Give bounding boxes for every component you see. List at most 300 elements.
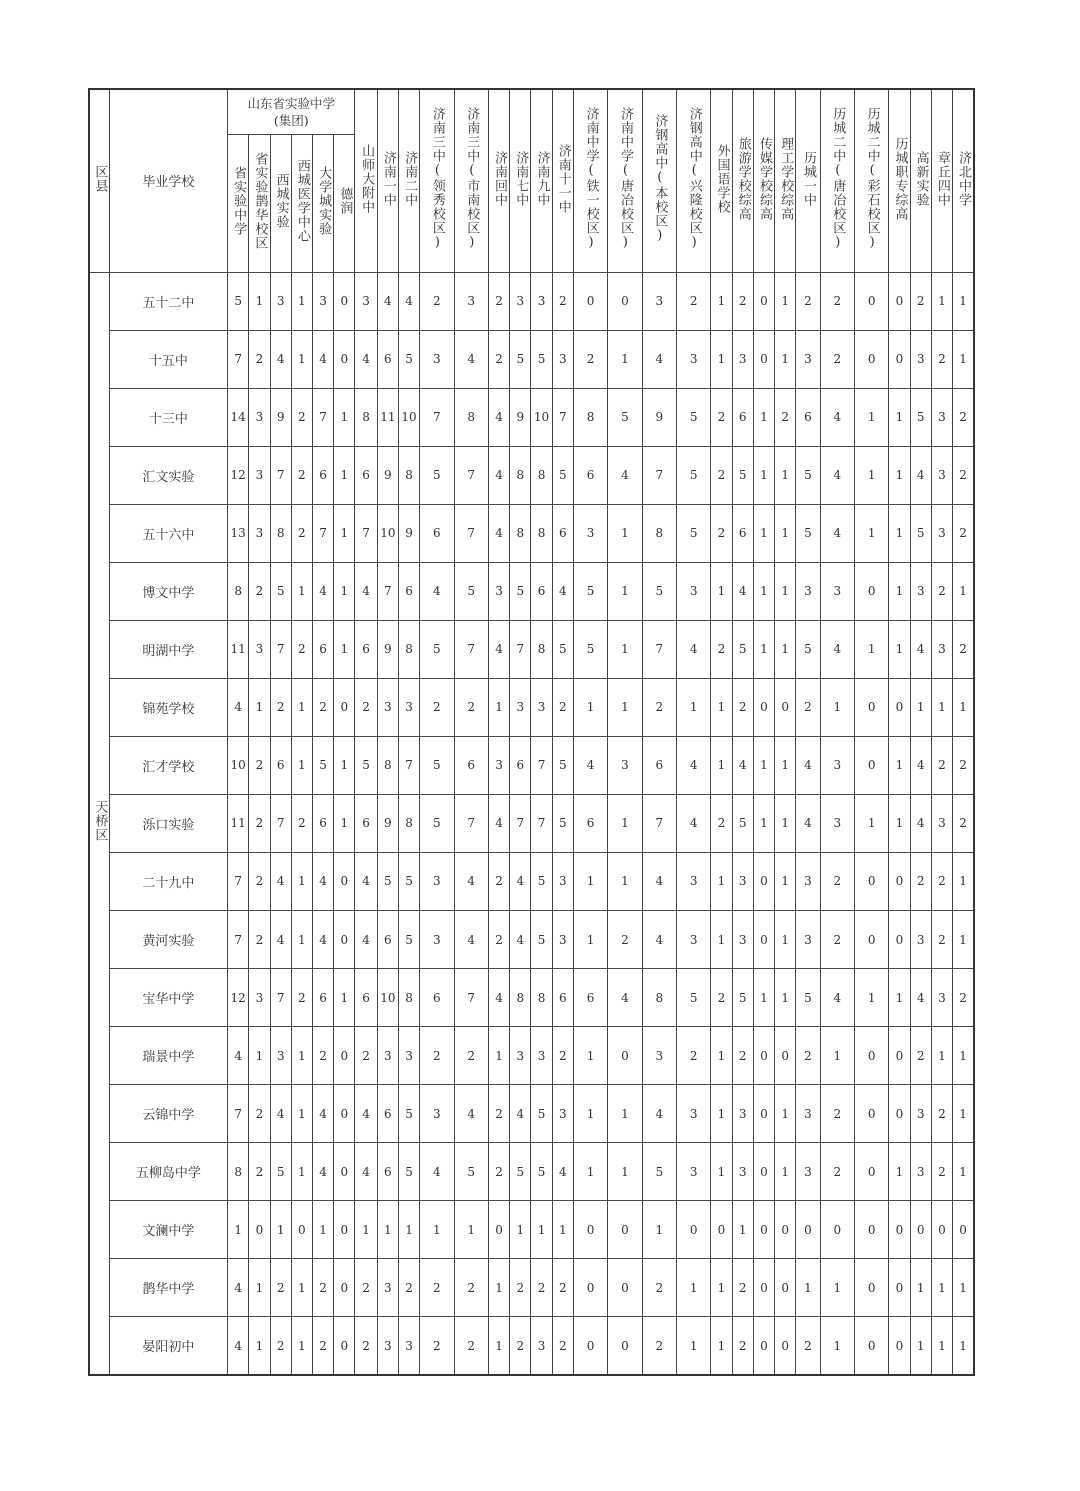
quota-cell: 2 <box>312 1317 333 1375</box>
column-header <box>312 134 333 272</box>
quota-cell: 6 <box>642 736 676 794</box>
quota-cell: 3 <box>312 272 333 330</box>
column-header-label: 济南七中 <box>513 150 529 207</box>
quota-cell: 2 <box>454 678 488 736</box>
column-header-label: 济南三中(领秀校区) <box>429 106 445 251</box>
quota-cell: 7 <box>270 446 291 504</box>
table-body <box>89 272 974 1375</box>
quota-cell: 1 <box>889 446 910 504</box>
quota-cell: 1 <box>753 794 774 852</box>
quota-cell: 2 <box>249 794 270 852</box>
quota-cell: 1 <box>334 504 355 562</box>
quota-cell: 1 <box>711 562 732 620</box>
quota-cell: 3 <box>677 330 711 388</box>
column-header <box>420 89 454 272</box>
quota-cell: 5 <box>573 620 607 678</box>
quota-cell: 2 <box>820 1143 854 1201</box>
quota-cell: 5 <box>677 388 711 446</box>
school-name-cell: 明湖中学 <box>109 620 227 678</box>
quota-cell: 1 <box>334 562 355 620</box>
quota-cell: 1 <box>931 1259 952 1317</box>
district-cell <box>89 272 109 1375</box>
quota-cell: 2 <box>355 1259 377 1317</box>
quota-cell: 1 <box>249 272 270 330</box>
quota-cell: 1 <box>291 1027 312 1085</box>
quota-cell: 8 <box>355 388 377 446</box>
quota-cell: 4 <box>642 1085 676 1143</box>
quota-cell: 1 <box>334 620 355 678</box>
quota-cell: 4 <box>270 852 291 910</box>
quota-cell: 0 <box>820 1201 854 1259</box>
quota-cell: 0 <box>334 1143 355 1201</box>
quota-cell: 2 <box>552 1027 573 1085</box>
quota-cell: 9 <box>377 794 398 852</box>
quota-cell: 0 <box>854 736 888 794</box>
quota-cell: 1 <box>753 562 774 620</box>
quota-cell: 0 <box>796 1201 820 1259</box>
quota-cell: 1 <box>775 911 796 969</box>
quota-cell: 4 <box>355 852 377 910</box>
table-row <box>89 1317 974 1375</box>
quota-cell: 3 <box>249 620 270 678</box>
quota-cell: 4 <box>312 330 333 388</box>
quota-cell: 5 <box>552 794 573 852</box>
school-name-cell: 鹊华中学 <box>109 1259 227 1317</box>
quota-cell: 1 <box>910 1317 931 1375</box>
quota-cell: 1 <box>711 1143 732 1201</box>
quota-cell: 1 <box>531 1201 552 1259</box>
quota-cell: 3 <box>796 1143 820 1201</box>
district-header-label: 区县 <box>92 164 108 193</box>
quota-cell: 1 <box>573 1143 607 1201</box>
quota-cell: 0 <box>677 1201 711 1259</box>
quota-cell: 3 <box>420 1085 454 1143</box>
quota-cell: 0 <box>334 678 355 736</box>
quota-cell: 2 <box>820 852 854 910</box>
quota-cell: 0 <box>775 1317 796 1375</box>
quota-cell: 4 <box>228 1259 249 1317</box>
quota-cell: 3 <box>454 272 488 330</box>
quota-cell: 11 <box>377 388 398 446</box>
quota-cell: 3 <box>732 330 753 388</box>
quota-cell: 8 <box>642 969 676 1027</box>
quota-cell: 3 <box>796 1085 820 1143</box>
table-row <box>89 1027 974 1085</box>
table-row <box>89 1085 974 1143</box>
quota-cell: 1 <box>228 1201 249 1259</box>
quota-cell: 14 <box>228 388 249 446</box>
quota-cell: 5 <box>732 794 753 852</box>
quota-cell: 3 <box>732 852 753 910</box>
quota-cell: 0 <box>889 330 910 388</box>
quota-cell: 4 <box>488 388 509 446</box>
quota-cell: 1 <box>334 969 355 1027</box>
quota-cell: 7 <box>510 620 531 678</box>
quota-cell: 8 <box>398 794 419 852</box>
quota-cell: 7 <box>355 504 377 562</box>
quota-cell: 0 <box>775 1027 796 1085</box>
quota-cell: 2 <box>249 736 270 794</box>
quota-cell: 2 <box>796 272 820 330</box>
quota-cell: 5 <box>677 504 711 562</box>
quota-cell: 5 <box>270 562 291 620</box>
quota-cell: 2 <box>820 1085 854 1143</box>
quota-cell: 1 <box>573 1027 607 1085</box>
quota-cell: 4 <box>820 446 854 504</box>
quota-cell: 2 <box>488 1085 509 1143</box>
quota-cell: 2 <box>270 678 291 736</box>
quota-cell: 5 <box>228 272 249 330</box>
quota-cell: 4 <box>398 272 419 330</box>
quota-cell: 13 <box>228 504 249 562</box>
quota-cell: 4 <box>677 620 711 678</box>
quota-cell: 1 <box>711 852 732 910</box>
quota-cell: 1 <box>820 1027 854 1085</box>
quota-cell: 3 <box>398 1317 419 1375</box>
quota-cell: 0 <box>334 272 355 330</box>
quota-cell: 3 <box>910 330 931 388</box>
quota-cell: 2 <box>420 1027 454 1085</box>
quota-cell: 6 <box>454 736 488 794</box>
quota-cell: 1 <box>711 678 732 736</box>
quota-cell: 0 <box>608 1317 642 1375</box>
quota-cell: 1 <box>953 911 974 969</box>
quota-cell: 4 <box>270 911 291 969</box>
table-header <box>89 89 974 272</box>
quota-cell: 5 <box>270 1143 291 1201</box>
quota-cell: 2 <box>732 1317 753 1375</box>
quota-cell: 7 <box>454 969 488 1027</box>
quota-cell: 1 <box>775 1143 796 1201</box>
quota-cell: 5 <box>732 969 753 1027</box>
column-header <box>510 89 531 272</box>
quota-cell: 7 <box>270 794 291 852</box>
quota-cell: 2 <box>573 330 607 388</box>
quota-cell: 8 <box>573 388 607 446</box>
quota-cell: 1 <box>334 446 355 504</box>
quota-cell: 1 <box>249 1317 270 1375</box>
table-row <box>89 272 974 330</box>
allocation-table <box>88 88 975 1376</box>
quota-cell: 1 <box>953 562 974 620</box>
quota-cell: 0 <box>711 1201 732 1259</box>
quota-cell: 2 <box>291 969 312 1027</box>
quota-cell: 4 <box>377 272 398 330</box>
quota-cell: 1 <box>820 1259 854 1317</box>
quota-cell: 4 <box>820 388 854 446</box>
quota-cell: 4 <box>355 1143 377 1201</box>
quota-cell: 7 <box>270 969 291 1027</box>
quota-cell: 2 <box>953 969 974 1027</box>
quota-cell: 3 <box>377 1027 398 1085</box>
quota-cell: 5 <box>377 852 398 910</box>
table-row <box>89 620 974 678</box>
quota-cell: 2 <box>931 330 952 388</box>
quota-cell: 1 <box>291 562 312 620</box>
quota-cell: 2 <box>953 446 974 504</box>
quota-cell: 4 <box>355 1085 377 1143</box>
quota-cell: 10 <box>377 969 398 1027</box>
quota-cell: 4 <box>488 969 509 1027</box>
column-header <box>270 134 291 272</box>
school-name-cell: 晏阳初中 <box>109 1317 227 1375</box>
school-name-cell: 宝华中学 <box>109 969 227 1027</box>
quota-cell: 1 <box>775 794 796 852</box>
quota-cell: 3 <box>732 1143 753 1201</box>
quota-cell: 4 <box>796 794 820 852</box>
quota-cell: 1 <box>889 388 910 446</box>
quota-cell: 1 <box>270 1201 291 1259</box>
quota-cell: 5 <box>732 620 753 678</box>
quota-cell: 0 <box>854 1259 888 1317</box>
quota-cell: 4 <box>488 794 509 852</box>
quota-cell: 7 <box>642 620 676 678</box>
table-row <box>89 1143 974 1201</box>
quota-cell: 7 <box>454 620 488 678</box>
allocation-table-sheet <box>88 88 975 1376</box>
quota-cell: 7 <box>228 852 249 910</box>
quota-cell: 2 <box>291 504 312 562</box>
quota-cell: 5 <box>732 446 753 504</box>
quota-cell: 1 <box>931 678 952 736</box>
quota-cell: 4 <box>820 620 854 678</box>
quota-cell: 7 <box>531 794 552 852</box>
school-header-label: 毕业学校 <box>142 175 195 191</box>
quota-cell: 12 <box>228 446 249 504</box>
quota-cell: 1 <box>677 1259 711 1317</box>
quota-cell: 2 <box>711 504 732 562</box>
column-header <box>753 89 774 272</box>
quota-cell: 1 <box>889 794 910 852</box>
column-header <box>355 89 377 272</box>
quota-cell: 8 <box>510 969 531 1027</box>
column-header <box>711 89 732 272</box>
quota-cell: 11 <box>228 620 249 678</box>
column-header-label: 省实验中学 <box>231 166 247 236</box>
quota-cell: 1 <box>854 794 888 852</box>
quota-cell: 1 <box>796 1259 820 1317</box>
quota-cell: 0 <box>334 1317 355 1375</box>
quota-cell: 0 <box>334 1027 355 1085</box>
quota-cell: 2 <box>910 1027 931 1085</box>
quota-cell: 2 <box>953 794 974 852</box>
quota-cell: 5 <box>510 330 531 388</box>
quota-cell: 1 <box>711 911 732 969</box>
quota-cell: 3 <box>377 1259 398 1317</box>
quota-cell: 4 <box>820 969 854 1027</box>
quota-cell: 4 <box>910 736 931 794</box>
quota-cell: 2 <box>270 1259 291 1317</box>
column-header <box>454 89 488 272</box>
quota-cell: 5 <box>454 562 488 620</box>
quota-cell: 2 <box>420 1317 454 1375</box>
column-header <box>642 89 676 272</box>
column-header-label: 济钢高中(本校区) <box>652 113 668 244</box>
quota-cell: 2 <box>910 272 931 330</box>
quota-cell: 6 <box>796 388 820 446</box>
quota-cell: 5 <box>573 562 607 620</box>
quota-cell: 8 <box>510 504 531 562</box>
quota-cell: 4 <box>454 330 488 388</box>
quota-cell: 0 <box>334 330 355 388</box>
quota-cell: 8 <box>270 504 291 562</box>
quota-cell: 3 <box>488 562 509 620</box>
quota-cell: 2 <box>732 678 753 736</box>
quota-cell: 1 <box>854 620 888 678</box>
quota-cell: 1 <box>249 1027 270 1085</box>
quota-cell: 2 <box>420 1259 454 1317</box>
school-name-cell: 泺口实验 <box>109 794 227 852</box>
quota-cell: 1 <box>711 1085 732 1143</box>
quota-cell: 1 <box>775 330 796 388</box>
quota-cell: 10 <box>377 504 398 562</box>
quota-cell: 9 <box>642 388 676 446</box>
quota-cell: 5 <box>552 736 573 794</box>
column-header-label: 济南回中 <box>492 150 508 207</box>
quota-cell: 7 <box>642 794 676 852</box>
quota-cell: 1 <box>953 272 974 330</box>
school-name-cell: 十五中 <box>109 330 227 388</box>
table-row <box>89 852 974 910</box>
quota-cell: 1 <box>753 504 774 562</box>
quota-cell: 0 <box>854 330 888 388</box>
quota-cell: 3 <box>531 272 552 330</box>
quota-cell: 0 <box>854 911 888 969</box>
quota-cell: 2 <box>608 911 642 969</box>
quota-cell: 3 <box>531 678 552 736</box>
quota-cell: 5 <box>642 562 676 620</box>
quota-cell: 5 <box>398 1143 419 1201</box>
column-header-label: 历城二中(彩石校区) <box>864 106 880 251</box>
school-name-cell: 黄河实验 <box>109 911 227 969</box>
quota-cell: 5 <box>642 1143 676 1201</box>
quota-cell: 1 <box>711 272 732 330</box>
column-header-label: 历城一中 <box>800 150 816 207</box>
quota-cell: 1 <box>608 330 642 388</box>
quota-cell: 10 <box>398 388 419 446</box>
quota-cell: 2 <box>931 1143 952 1201</box>
quota-cell: 7 <box>377 562 398 620</box>
column-header <box>377 89 398 272</box>
quota-cell: 0 <box>854 1201 888 1259</box>
quota-cell: 1 <box>775 736 796 794</box>
quota-cell: 3 <box>820 736 854 794</box>
quota-cell: 6 <box>312 620 333 678</box>
quota-cell: 1 <box>291 911 312 969</box>
quota-cell: 9 <box>270 388 291 446</box>
quota-cell: 1 <box>608 620 642 678</box>
quota-cell: 6 <box>377 330 398 388</box>
quota-cell: 3 <box>398 678 419 736</box>
quota-cell: 6 <box>420 504 454 562</box>
quota-cell: 1 <box>931 272 952 330</box>
quota-cell: 9 <box>510 388 531 446</box>
quota-cell: 2 <box>931 852 952 910</box>
quota-cell: 1 <box>753 736 774 794</box>
quota-cell: 3 <box>531 1317 552 1375</box>
quota-cell: 0 <box>334 911 355 969</box>
quota-cell: 0 <box>931 1201 952 1259</box>
quota-cell: 5 <box>420 794 454 852</box>
quota-cell: 1 <box>889 736 910 794</box>
quota-cell: 1 <box>291 1317 312 1375</box>
quota-cell: 5 <box>398 911 419 969</box>
quota-cell: 0 <box>910 1201 931 1259</box>
quota-cell: 6 <box>312 446 333 504</box>
quota-cell: 3 <box>910 911 931 969</box>
quota-cell: 1 <box>377 1201 398 1259</box>
quota-cell: 0 <box>889 852 910 910</box>
quota-cell: 4 <box>488 504 509 562</box>
quota-cell: 5 <box>420 446 454 504</box>
quota-cell: 1 <box>608 794 642 852</box>
quota-cell: 5 <box>552 446 573 504</box>
school-name-cell: 五十二中 <box>109 272 227 330</box>
column-header-label: 济南三中(市南校区) <box>464 106 480 251</box>
quota-cell: 1 <box>854 969 888 1027</box>
group-header-line1: 山东省实验中学 <box>247 95 336 111</box>
quota-cell: 2 <box>249 911 270 969</box>
quota-cell: 0 <box>953 1201 974 1259</box>
quota-cell: 3 <box>796 562 820 620</box>
column-header <box>488 89 509 272</box>
column-header-label: 高新实验 <box>913 150 929 207</box>
quota-cell: 4 <box>420 1143 454 1201</box>
quota-cell: 8 <box>642 504 676 562</box>
quota-cell: 2 <box>931 911 952 969</box>
quota-cell: 2 <box>775 388 796 446</box>
table-row <box>89 504 974 562</box>
quota-cell: 4 <box>732 736 753 794</box>
quota-cell: 1 <box>910 678 931 736</box>
quota-cell: 5 <box>796 969 820 1027</box>
quota-cell: 1 <box>608 1085 642 1143</box>
quota-cell: 1 <box>711 1317 732 1375</box>
quota-cell: 4 <box>642 852 676 910</box>
quota-cell: 1 <box>910 1259 931 1317</box>
quota-cell: 6 <box>552 969 573 1027</box>
school-name-cell: 锦苑学校 <box>109 678 227 736</box>
column-header-label: 章丘四中 <box>934 150 950 207</box>
column-header-label: 济南十一中 <box>555 143 571 214</box>
column-header-label: 德润 <box>337 187 353 215</box>
quota-cell: 2 <box>355 1027 377 1085</box>
quota-cell: 1 <box>608 1143 642 1201</box>
quota-cell: 5 <box>420 620 454 678</box>
quota-cell: 5 <box>608 388 642 446</box>
quota-cell: 5 <box>312 736 333 794</box>
quota-cell: 3 <box>398 1027 419 1085</box>
quota-cell: 3 <box>931 504 952 562</box>
quota-cell: 4 <box>312 1143 333 1201</box>
quota-cell: 0 <box>753 1027 774 1085</box>
quota-cell: 2 <box>711 388 732 446</box>
school-name-cell: 二十九中 <box>109 852 227 910</box>
quota-cell: 2 <box>711 969 732 1027</box>
quota-cell: 3 <box>796 852 820 910</box>
column-header <box>889 89 910 272</box>
school-name-cell: 文澜中学 <box>109 1201 227 1259</box>
school-name-cell: 汇才学校 <box>109 736 227 794</box>
quota-cell: 3 <box>642 1027 676 1085</box>
quota-cell: 0 <box>753 1259 774 1317</box>
quota-cell: 2 <box>953 388 974 446</box>
quota-cell: 3 <box>931 969 952 1027</box>
quota-cell: 1 <box>608 852 642 910</box>
quota-cell: 7 <box>228 1085 249 1143</box>
quota-cell: 7 <box>642 446 676 504</box>
quota-cell: 1 <box>334 794 355 852</box>
